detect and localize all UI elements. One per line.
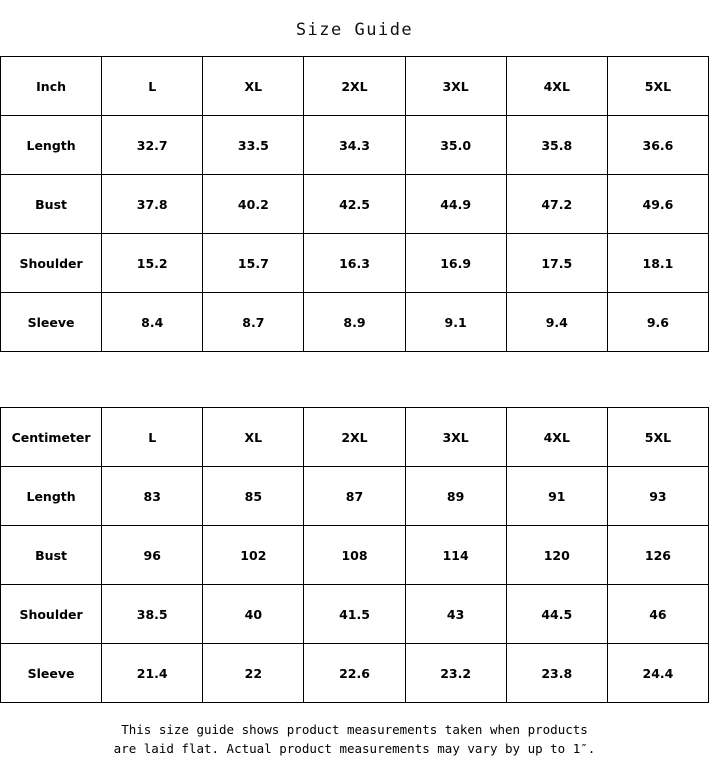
size-table-inch bbox=[0, 56, 709, 352]
cell-value: 83 bbox=[102, 467, 203, 526]
row-label: Bust bbox=[1, 526, 102, 585]
table-gap bbox=[0, 352, 709, 407]
cell-value: 96 bbox=[102, 526, 203, 585]
cell-value: 102 bbox=[203, 526, 304, 585]
table-row bbox=[1, 585, 709, 644]
footnote-line-2: are laid flat. Actual product measurements may vary by up to 1″. bbox=[113, 741, 596, 756]
cell-value: 120 bbox=[506, 526, 607, 585]
cell-value: 85 bbox=[203, 467, 304, 526]
column-header-size: XL bbox=[203, 57, 304, 116]
cell-value: 47.2 bbox=[506, 175, 607, 234]
unit-label-centimeter: Centimeter bbox=[1, 408, 102, 467]
cell-value: 17.5 bbox=[506, 234, 607, 293]
column-header-size: L bbox=[102, 57, 203, 116]
cell-value: 89 bbox=[405, 467, 506, 526]
cell-value: 8.4 bbox=[102, 293, 203, 352]
row-label: Sleeve bbox=[1, 644, 102, 703]
cell-value: 36.6 bbox=[607, 116, 708, 175]
cell-value: 16.9 bbox=[405, 234, 506, 293]
column-header-size: 3XL bbox=[405, 57, 506, 116]
cell-value: 9.4 bbox=[506, 293, 607, 352]
cell-value: 35.0 bbox=[405, 116, 506, 175]
column-header-size: L bbox=[102, 408, 203, 467]
column-header-size: 5XL bbox=[607, 57, 708, 116]
footnote-line-1: This size guide shows product measurements taken when products bbox=[121, 722, 588, 737]
row-label: Shoulder bbox=[1, 234, 102, 293]
footnote bbox=[0, 703, 709, 758]
row-label: Shoulder bbox=[1, 585, 102, 644]
cell-value: 32.7 bbox=[102, 116, 203, 175]
row-label: Length bbox=[1, 116, 102, 175]
page-title: Size Guide bbox=[295, 20, 414, 40]
cell-value: 9.6 bbox=[607, 293, 708, 352]
table-header-row bbox=[1, 57, 709, 116]
cell-value: 9.1 bbox=[405, 293, 506, 352]
table-row bbox=[1, 116, 709, 175]
cell-value: 35.8 bbox=[506, 116, 607, 175]
cell-value: 18.1 bbox=[607, 234, 708, 293]
cell-value: 22.6 bbox=[304, 644, 405, 703]
cell-value: 108 bbox=[304, 526, 405, 585]
table-row bbox=[1, 467, 709, 526]
cell-value: 41.5 bbox=[304, 585, 405, 644]
table-row bbox=[1, 234, 709, 293]
table-row bbox=[1, 293, 709, 352]
cell-value: 16.3 bbox=[304, 234, 405, 293]
table-row bbox=[1, 644, 709, 703]
cell-value: 91 bbox=[506, 467, 607, 526]
cell-value: 43 bbox=[405, 585, 506, 644]
cell-value: 24.4 bbox=[607, 644, 708, 703]
table-header-row bbox=[1, 408, 709, 467]
cell-value: 15.7 bbox=[203, 234, 304, 293]
cell-value: 126 bbox=[607, 526, 708, 585]
column-header-size: 2XL bbox=[304, 57, 405, 116]
row-label: Length bbox=[1, 467, 102, 526]
cell-value: 93 bbox=[607, 467, 708, 526]
cell-value: 34.3 bbox=[304, 116, 405, 175]
cell-value: 49.6 bbox=[607, 175, 708, 234]
column-header-size: 3XL bbox=[405, 408, 506, 467]
row-label: Sleeve bbox=[1, 293, 102, 352]
cell-value: 33.5 bbox=[203, 116, 304, 175]
cell-value: 8.7 bbox=[203, 293, 304, 352]
cell-value: 44.9 bbox=[405, 175, 506, 234]
row-label: Bust bbox=[1, 175, 102, 234]
column-header-size: 4XL bbox=[506, 408, 607, 467]
cell-value: 40.2 bbox=[203, 175, 304, 234]
cell-value: 15.2 bbox=[102, 234, 203, 293]
unit-label-inch: Inch bbox=[1, 57, 102, 116]
cell-value: 44.5 bbox=[506, 585, 607, 644]
cell-value: 37.8 bbox=[102, 175, 203, 234]
table-row bbox=[1, 175, 709, 234]
cell-value: 21.4 bbox=[102, 644, 203, 703]
column-header-size: 2XL bbox=[304, 408, 405, 467]
cell-value: 38.5 bbox=[102, 585, 203, 644]
cell-value: 40 bbox=[203, 585, 304, 644]
cell-value: 42.5 bbox=[304, 175, 405, 234]
cell-value: 114 bbox=[405, 526, 506, 585]
column-header-size: XL bbox=[203, 408, 304, 467]
cell-value: 23.8 bbox=[506, 644, 607, 703]
cell-value: 87 bbox=[304, 467, 405, 526]
column-header-size: 4XL bbox=[506, 57, 607, 116]
cell-value: 22 bbox=[203, 644, 304, 703]
cell-value: 46 bbox=[607, 585, 708, 644]
size-table-centimeter bbox=[0, 407, 709, 703]
cell-value: 8.9 bbox=[304, 293, 405, 352]
column-header-size: 5XL bbox=[607, 408, 708, 467]
cell-value: 23.2 bbox=[405, 644, 506, 703]
table-row bbox=[1, 526, 709, 585]
